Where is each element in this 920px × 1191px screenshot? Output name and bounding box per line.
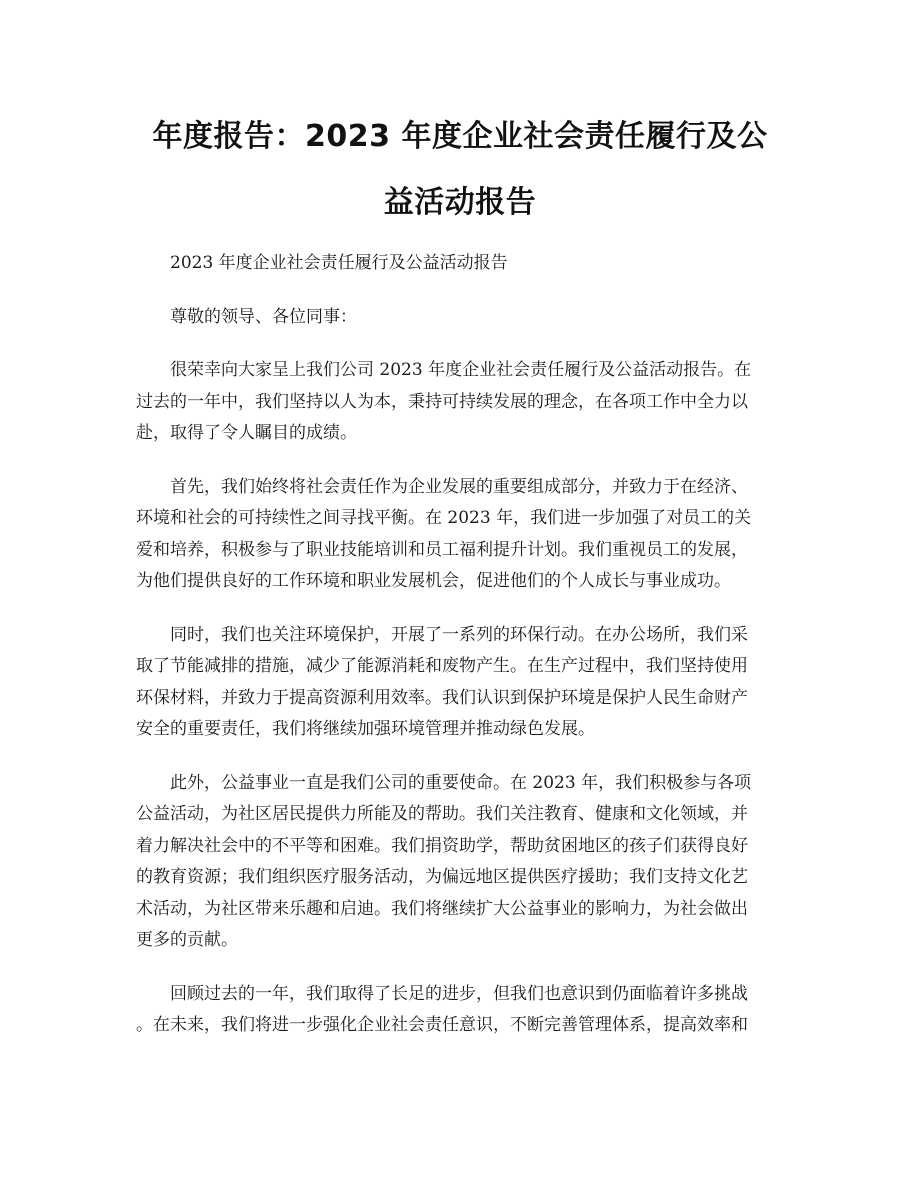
paragraph-line: 回顾过去的一年，我们取得了长足的进步，但我们也意识到仍面临着许多挑战 bbox=[170, 983, 748, 1004]
paragraph-review bbox=[136, 979, 796, 1042]
paragraph-line: 很荣幸向大家呈上我们公司 2023 年度企业社会责任履行及公益活动报告。在 bbox=[170, 360, 752, 380]
paragraph-subtitle bbox=[136, 248, 796, 280]
paragraph-line: 2023 年度企业社会责任履行及公益活动报告 bbox=[170, 253, 508, 273]
paragraph-line: 安全的重要责任，我们将继续加强环境管理并推动绿色发展。 bbox=[136, 719, 595, 739]
paragraph-intro bbox=[136, 355, 796, 450]
paragraph-line: 爱和培养，积极参与了职业技能培训和员工福利提升计划。我们重视员工的发展， bbox=[136, 539, 748, 560]
title-line: 年度报告：2023 年度企业社会责任履行及公 bbox=[152, 119, 768, 154]
paragraph-line: 环保材料，并致力于提高资源利用效率。我们认识到保护环境是保护人民生命财产 bbox=[136, 687, 748, 708]
paragraph-line: 着力解决社会中的不平等和困难。我们捐资助学，帮助贫困地区的孩子们获得良好 bbox=[136, 835, 748, 856]
paragraph-salutation bbox=[136, 302, 796, 334]
title-line: 益活动报告 bbox=[383, 185, 537, 220]
paragraph-line: 更多的贡献。 bbox=[136, 930, 238, 950]
paragraph-line: 环境和社会的可持续性之间寻找平衡。在 2023 年，我们进一步加强了对员工的关 bbox=[136, 508, 752, 528]
paragraph-line: 的教育资源；我们组织医疗服务活动，为偏远地区提供医疗援助；我们支持文化艺 bbox=[136, 867, 748, 887]
paragraph-line: 取了节能减排的措施，减少了能源消耗和废物产生。在生产过程中，我们坚持使用 bbox=[136, 656, 748, 676]
paragraph-line: 此外，公益事业一直是我们公司的重要使命。在 2023 年，我们积极参与各项 bbox=[170, 772, 752, 793]
paragraph-environment bbox=[136, 620, 796, 746]
document-title bbox=[80, 104, 840, 236]
paragraph-line: 公益活动，为社区居民提供力所能及的帮助。我们关注教育、健康和文化领域，并 bbox=[136, 804, 748, 824]
paragraph-line: 尊敬的领导、各位同事： bbox=[170, 306, 357, 327]
document-body bbox=[136, 248, 796, 1064]
paragraph-employees bbox=[136, 472, 796, 598]
paragraph-line: 。在未来，我们将进一步强化企业社会责任意识，不断完善管理体系，提高效率和 bbox=[136, 1015, 748, 1035]
paragraph-line: 为他们提供良好的工作环境和职业发展机会，促进他们的个人成长与事业成功。 bbox=[136, 571, 731, 591]
paragraph-line: 首先，我们始终将社会责任作为企业发展的重要组成部分，并致力于在经济、 bbox=[170, 476, 748, 497]
paragraph-line: 同时，我们也关注环境保护，开展了一系列的环保行动。在办公场所，我们采 bbox=[170, 624, 748, 645]
paragraph-charity bbox=[136, 768, 796, 957]
paragraph-line: 术活动，为社区带来乐趣和启迪。我们将继续扩大公益事业的影响力，为社会做出 bbox=[136, 898, 748, 919]
paragraph-line: 过去的一年中，我们坚持以人为本，秉持可持续发展的理念，在各项工作中全力以 bbox=[136, 391, 748, 412]
paragraph-line: 赴，取得了令人瞩目的成绩。 bbox=[136, 423, 357, 443]
